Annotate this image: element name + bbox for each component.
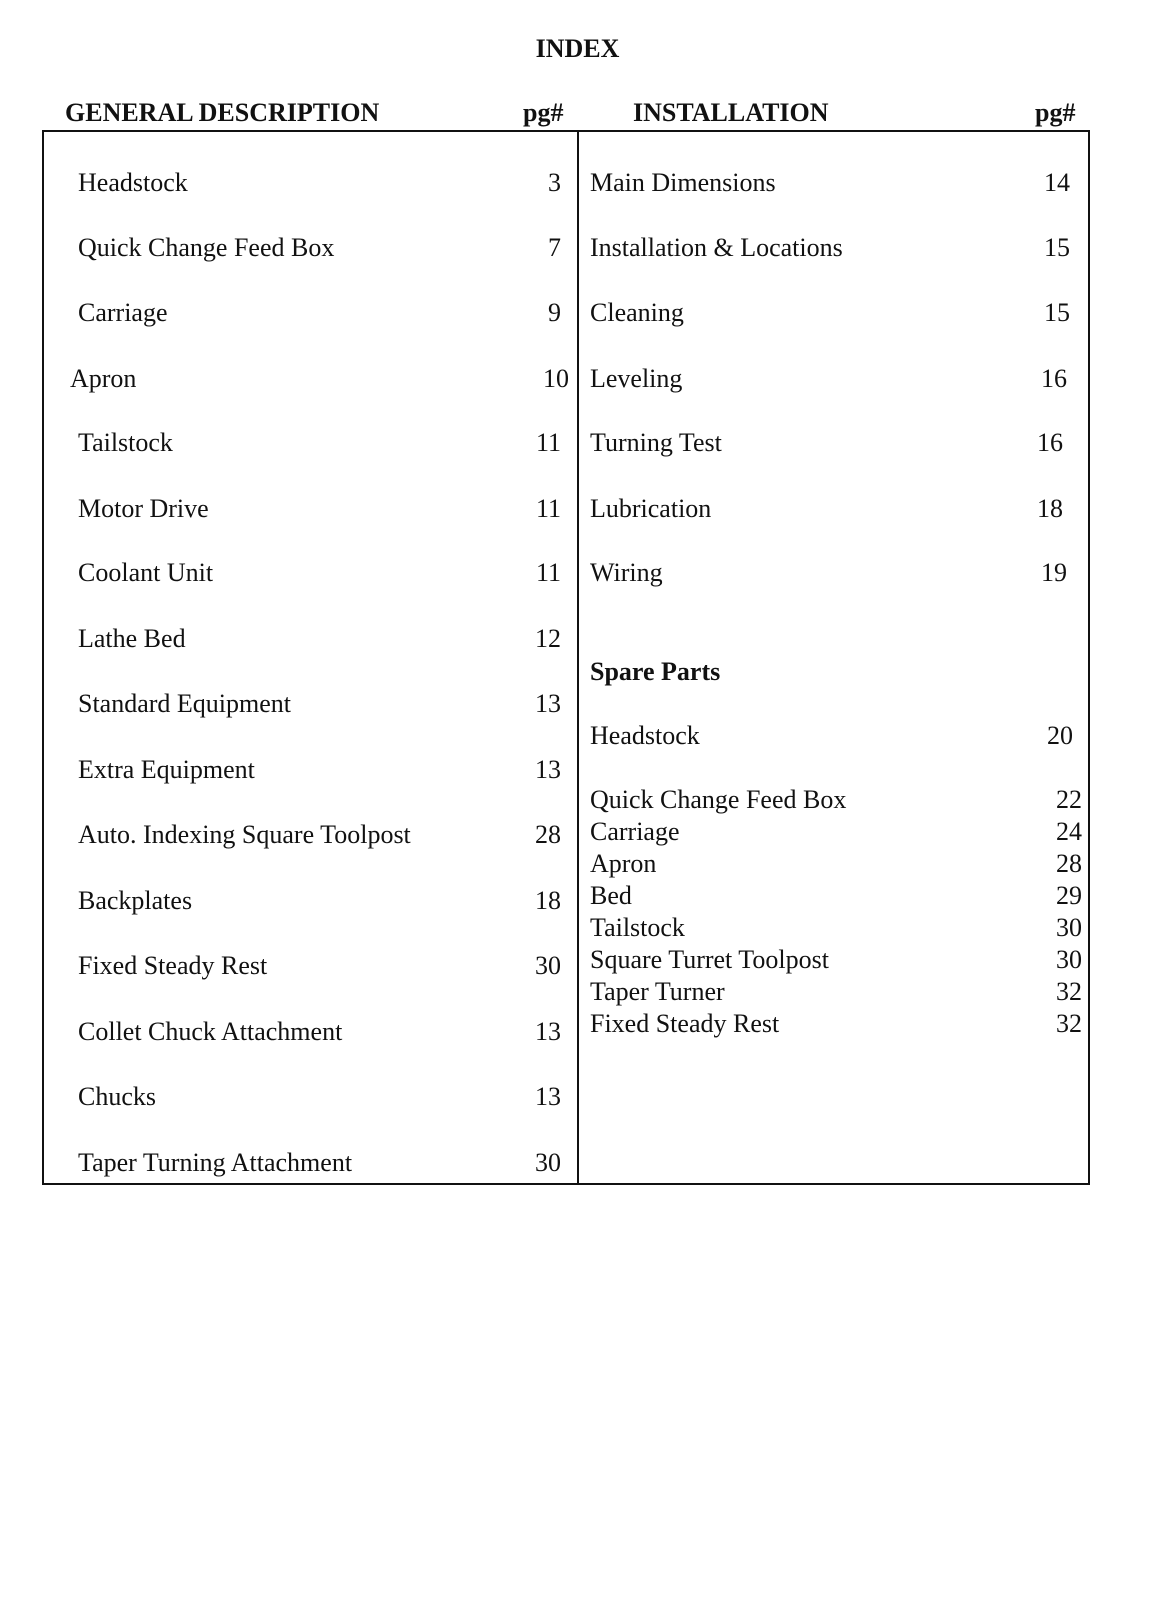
general-item-label: Coolant Unit (78, 558, 214, 587)
spare-item-label: Square Turret Toolpost (590, 945, 829, 974)
general-item-page: 12 (535, 624, 561, 653)
general-item-label: Collet Chuck Attachment (78, 1017, 343, 1046)
general-item-label: Backplates (78, 886, 193, 915)
general-item-page: 18 (535, 886, 561, 915)
page-title: INDEX (535, 34, 620, 63)
installation-item-label: Leveling (590, 364, 683, 393)
spare-item-label: Tailstock (590, 913, 685, 942)
general-item-label: Extra Equipment (78, 755, 255, 784)
general-item-page: 11 (535, 558, 561, 587)
installation-pg-label: pg# (1035, 98, 1076, 127)
installation-heading: INSTALLATION (633, 98, 829, 127)
general-description-heading: GENERAL DESCRIPTION (65, 98, 380, 127)
spare-item-label: Taper Turner (590, 977, 725, 1006)
general-item-label: Quick Change Feed Box (78, 233, 335, 262)
installation-item-label: Lubrication (590, 494, 712, 523)
spare-item-label: Bed (590, 881, 632, 910)
general-item-label: Standard Equipment (78, 689, 292, 718)
spare-item-page: 29 (1056, 881, 1082, 910)
installation-item-page: 15 (1044, 298, 1070, 327)
general-item-page: 10 (543, 364, 569, 393)
spare-item-label: Fixed Steady Rest (590, 1009, 780, 1038)
general-item-label: Motor Drive (78, 494, 209, 523)
general-item-page: 3 (548, 168, 561, 197)
general-item-label: Apron (70, 364, 137, 393)
general-item-page: 13 (535, 689, 561, 718)
general-item-page: 28 (535, 820, 561, 849)
general-item-label: Auto. Indexing Square Toolpost (78, 820, 411, 849)
general-item-label: Tailstock (78, 428, 173, 457)
general-item-label: Fixed Steady Rest (78, 951, 268, 980)
installation-item-page: 19 (1041, 558, 1067, 587)
spare-item-page: 32 (1056, 1009, 1082, 1038)
general-item-label: Lathe Bed (78, 624, 186, 653)
installation-item-page: 18 (1037, 494, 1063, 523)
general-item-page: 11 (535, 428, 561, 457)
general-item-label: Chucks (78, 1082, 156, 1111)
spare-parts-heading: Spare Parts (590, 657, 721, 686)
installation-item-label: Main Dimensions (590, 168, 776, 197)
spare-item-page: 30 (1056, 945, 1082, 974)
installation-item-label: Turning Test (590, 428, 722, 457)
general-item-page: 30 (535, 1148, 561, 1177)
spare-item-page: 22 (1056, 785, 1082, 814)
spare-item-label: Apron (590, 849, 657, 878)
installation-item-page: 15 (1044, 233, 1070, 262)
spare-item-label: Quick Change Feed Box (590, 785, 847, 814)
general-pg-label: pg# (523, 98, 564, 127)
general-item-label: Taper Turning Attachment (78, 1148, 353, 1177)
spare-item-label: Carriage (590, 817, 680, 846)
general-item-page: 13 (535, 1017, 561, 1046)
spare-item-label: Headstock (590, 721, 700, 750)
general-item-label: Headstock (78, 168, 188, 197)
general-item-page: 13 (535, 755, 561, 784)
general-item-page: 9 (548, 298, 561, 327)
installation-item-label: Wiring (590, 558, 663, 587)
installation-item-page: 16 (1037, 428, 1063, 457)
spare-item-page: 30 (1056, 913, 1082, 942)
general-item-label: Carriage (78, 298, 168, 327)
installation-item-label: Installation & Locations (590, 233, 843, 262)
general-item-page: 7 (548, 233, 561, 262)
column-divider (577, 130, 579, 1185)
spare-item-page: 32 (1056, 977, 1082, 1006)
spare-item-page: 20 (1047, 721, 1073, 750)
spare-item-page: 24 (1056, 817, 1082, 846)
installation-item-page: 16 (1041, 364, 1067, 393)
general-item-page: 30 (535, 951, 561, 980)
general-item-page: 13 (535, 1082, 561, 1111)
general-item-page: 11 (535, 494, 561, 523)
installation-item-label: Cleaning (590, 298, 684, 327)
spare-item-page: 28 (1056, 849, 1082, 878)
installation-item-page: 14 (1044, 168, 1070, 197)
